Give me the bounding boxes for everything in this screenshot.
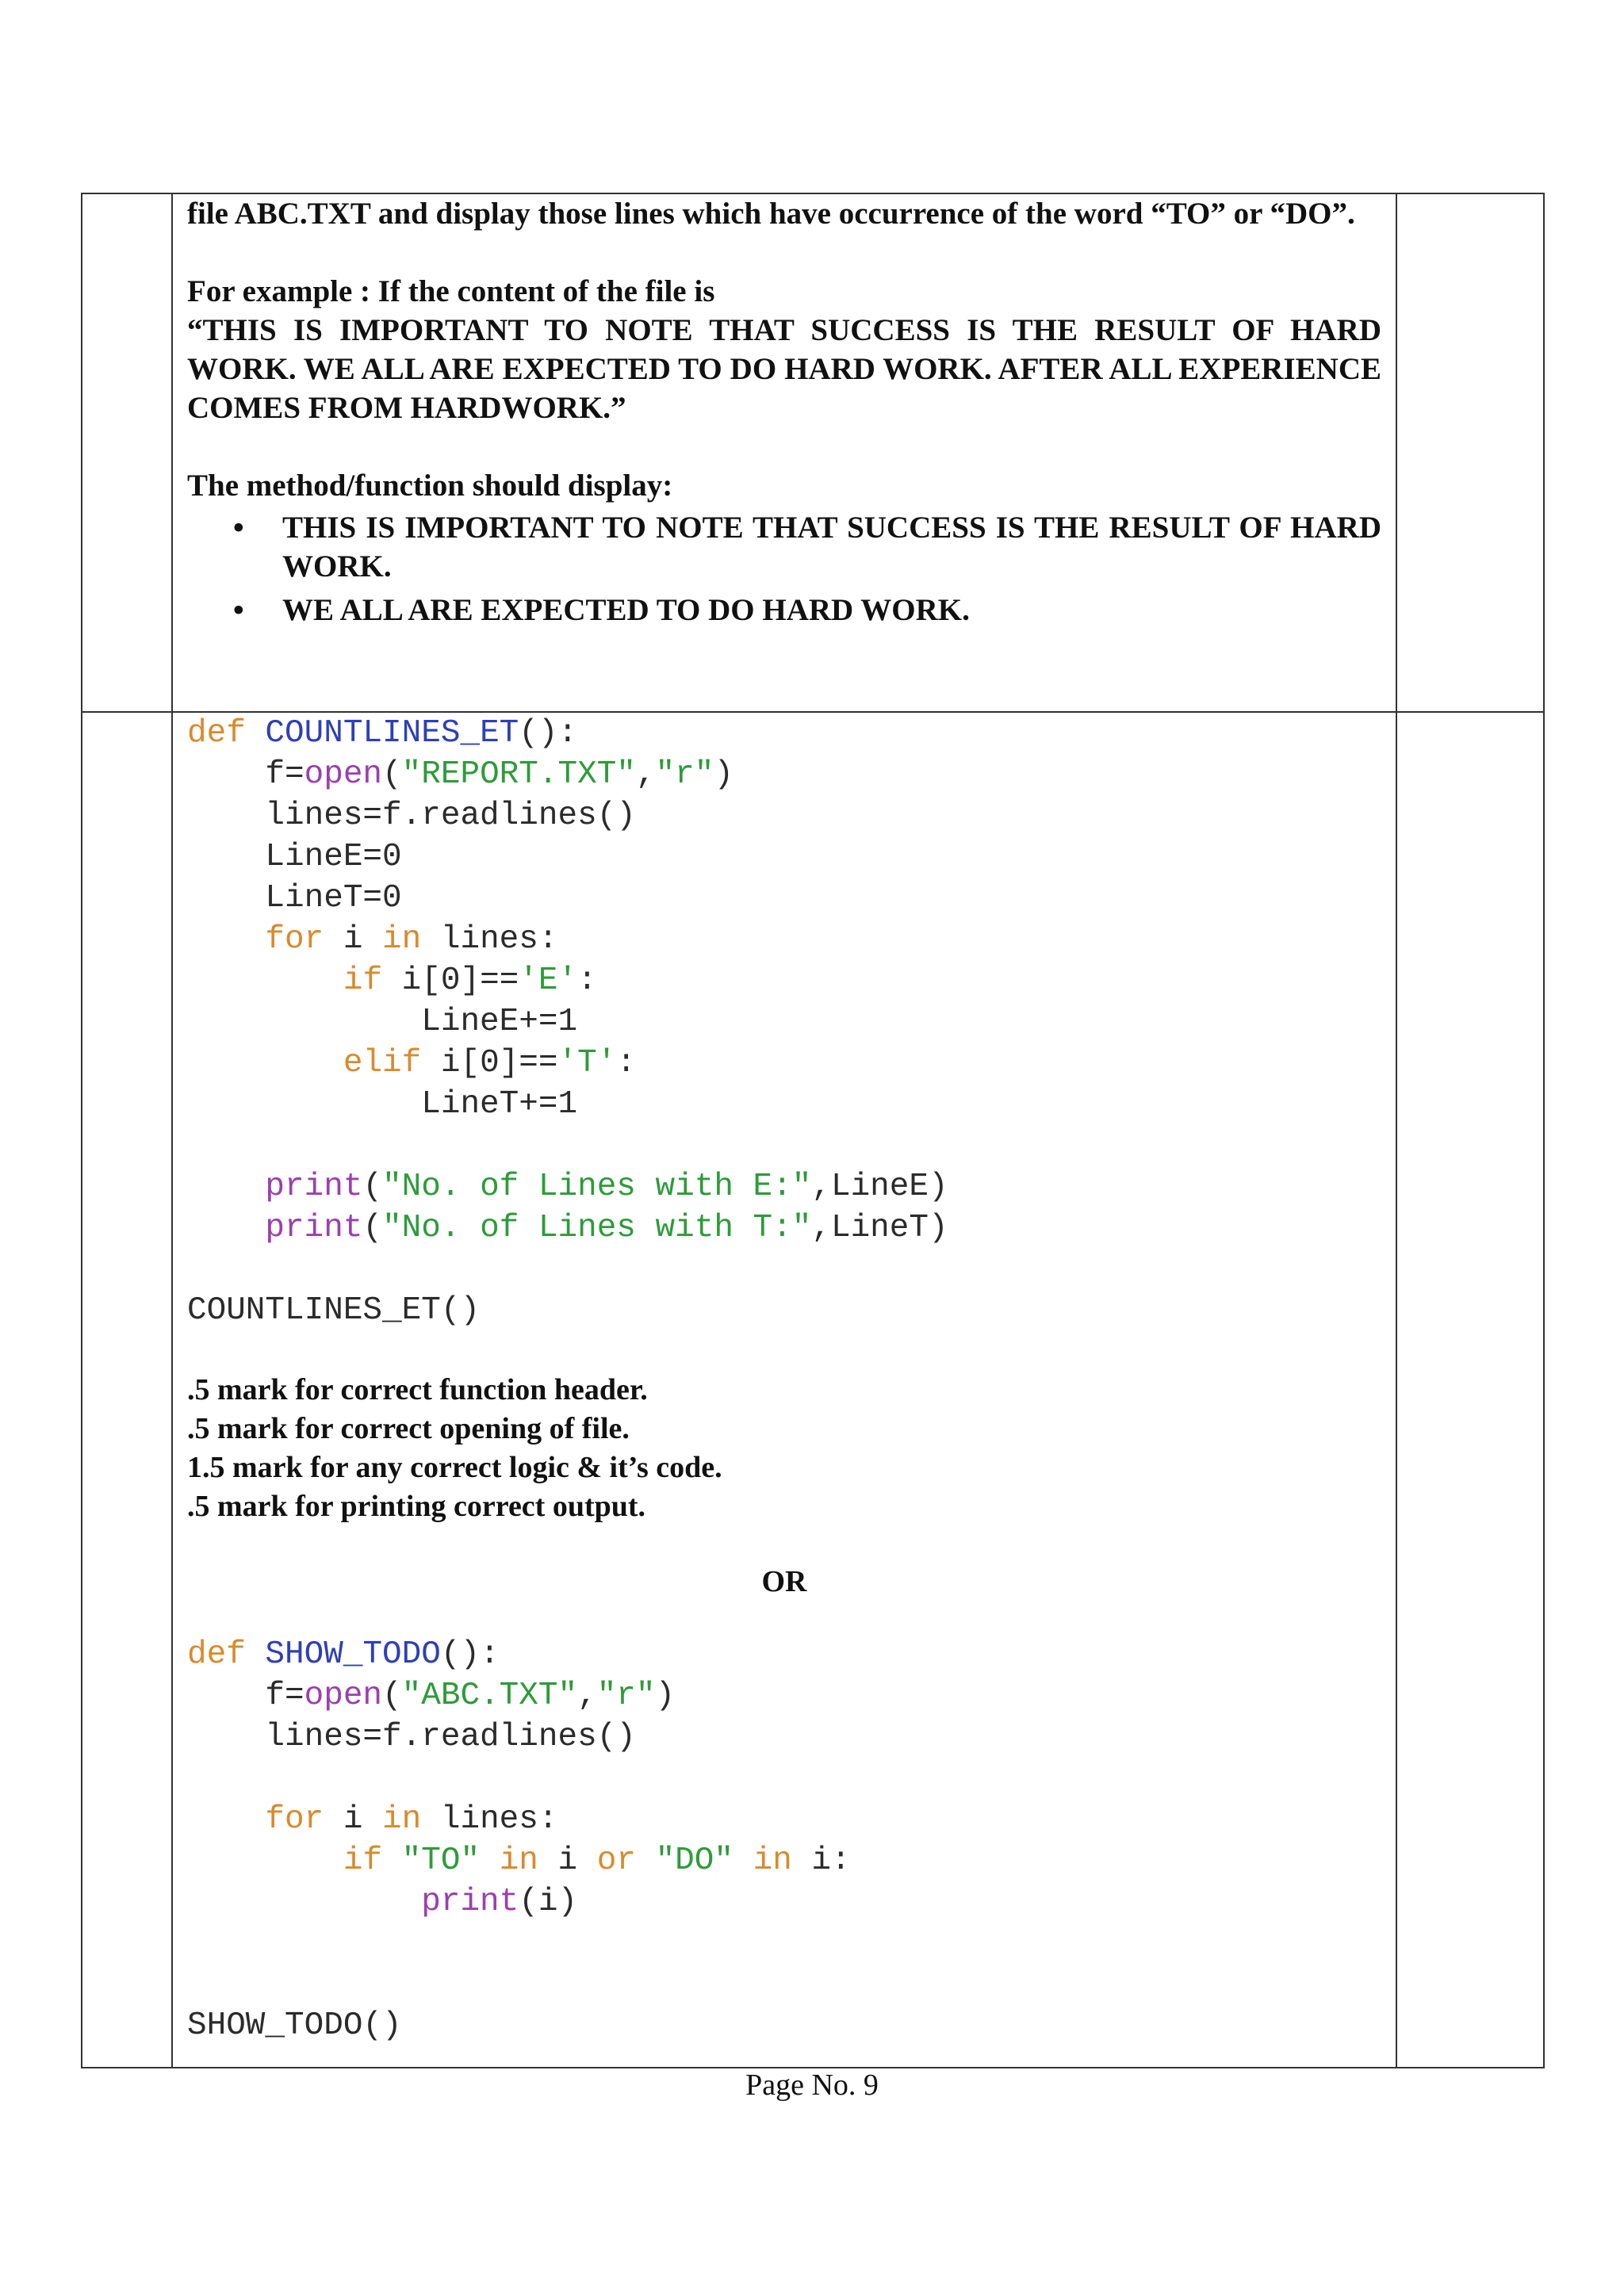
- marking-criteria: [187, 1371, 1381, 1526]
- mark-criterion: .5 mark for correct function header.: [187, 1373, 648, 1406]
- code-line: COUNTLINES_ET(): [187, 1292, 481, 1329]
- code-line: print("No. of Lines with E:",LineE): [265, 1169, 948, 1205]
- code-line: LineT+=1: [187, 1086, 578, 1123]
- code-block-countlines: [187, 713, 1381, 1331]
- question-cell: [173, 194, 1397, 711]
- expected-output-item: • WE ALL ARE EXPECTED TO DO HARD WORK.: [282, 591, 1381, 629]
- code-line: LineE=0: [187, 839, 402, 875]
- answer-cell: [173, 713, 1397, 2067]
- code-line: if i[0]=='E':: [343, 962, 597, 999]
- mark-criterion: .5 mark for printing correct output.: [187, 1490, 646, 1523]
- page-number: Page No. 9: [745, 2068, 879, 2102]
- question-intro: file ABC.TXT and display those lines which have occurrence of the word “TO” or “DO”.: [187, 197, 1355, 231]
- marks-cell: [1397, 194, 1543, 711]
- or-separator: OR: [761, 1565, 807, 1598]
- question-number-cell: [82, 194, 173, 711]
- answer-number-cell: [82, 713, 173, 2067]
- code-line: LineT=0: [187, 880, 402, 916]
- expected-output-list: [187, 508, 1381, 629]
- answer-row: [82, 711, 1543, 2067]
- marking-scheme-table: [81, 193, 1545, 2068]
- code-block-show-todo: [187, 1634, 1381, 2046]
- code-line: print("No. of Lines with T:",LineT): [265, 1210, 948, 1246]
- code-line: for i in lines:: [265, 921, 558, 958]
- code-line: SHOW_TODO(): [187, 2007, 402, 2044]
- code-line: def SHOW_TODO():: [187, 1636, 500, 1673]
- code-line: def COUNTLINES_ET():: [187, 715, 578, 752]
- example-text: “THIS IS IMPORTANT TO NOTE THAT SUCCESS IS THE RESULT OF HARD WORK. WE ALL ARE EXPECTED TO DO HARD WORK. AFTER ALL EXPERIENCE COMES FROM HARDWORK.”: [187, 313, 1381, 425]
- code-line: f=open("ABC.TXT","r"): [187, 1678, 676, 1714]
- expected-output-item: • THIS IS IMPORTANT TO NOTE THAT SUCCESS IS THE RESULT OF HARD WORK.: [282, 508, 1381, 586]
- code-line: f=open("REPORT.TXT","r"): [187, 756, 733, 793]
- code-line: print(i): [421, 1884, 578, 1920]
- mark-criterion: .5 mark for correct opening of file.: [187, 1412, 630, 1445]
- code-line: if "TO" in i or "DO" in i:: [343, 1843, 851, 1879]
- example-label: For example : If the content of the file is: [187, 274, 715, 308]
- display-label: The method/function should display:: [187, 469, 673, 503]
- code-line: for i in lines:: [265, 1801, 558, 1838]
- question-row: [82, 194, 1543, 711]
- mark-criterion: 1.5 mark for any correct logic & it’s code.: [187, 1451, 722, 1484]
- code-line: LineE+=1: [187, 1004, 578, 1040]
- code-line: elif i[0]=='T':: [343, 1045, 636, 1081]
- code-line: lines=f.readlines(): [187, 1719, 636, 1755]
- code-line: lines=f.readlines(): [187, 798, 636, 834]
- answer-marks-cell: [1397, 713, 1543, 2067]
